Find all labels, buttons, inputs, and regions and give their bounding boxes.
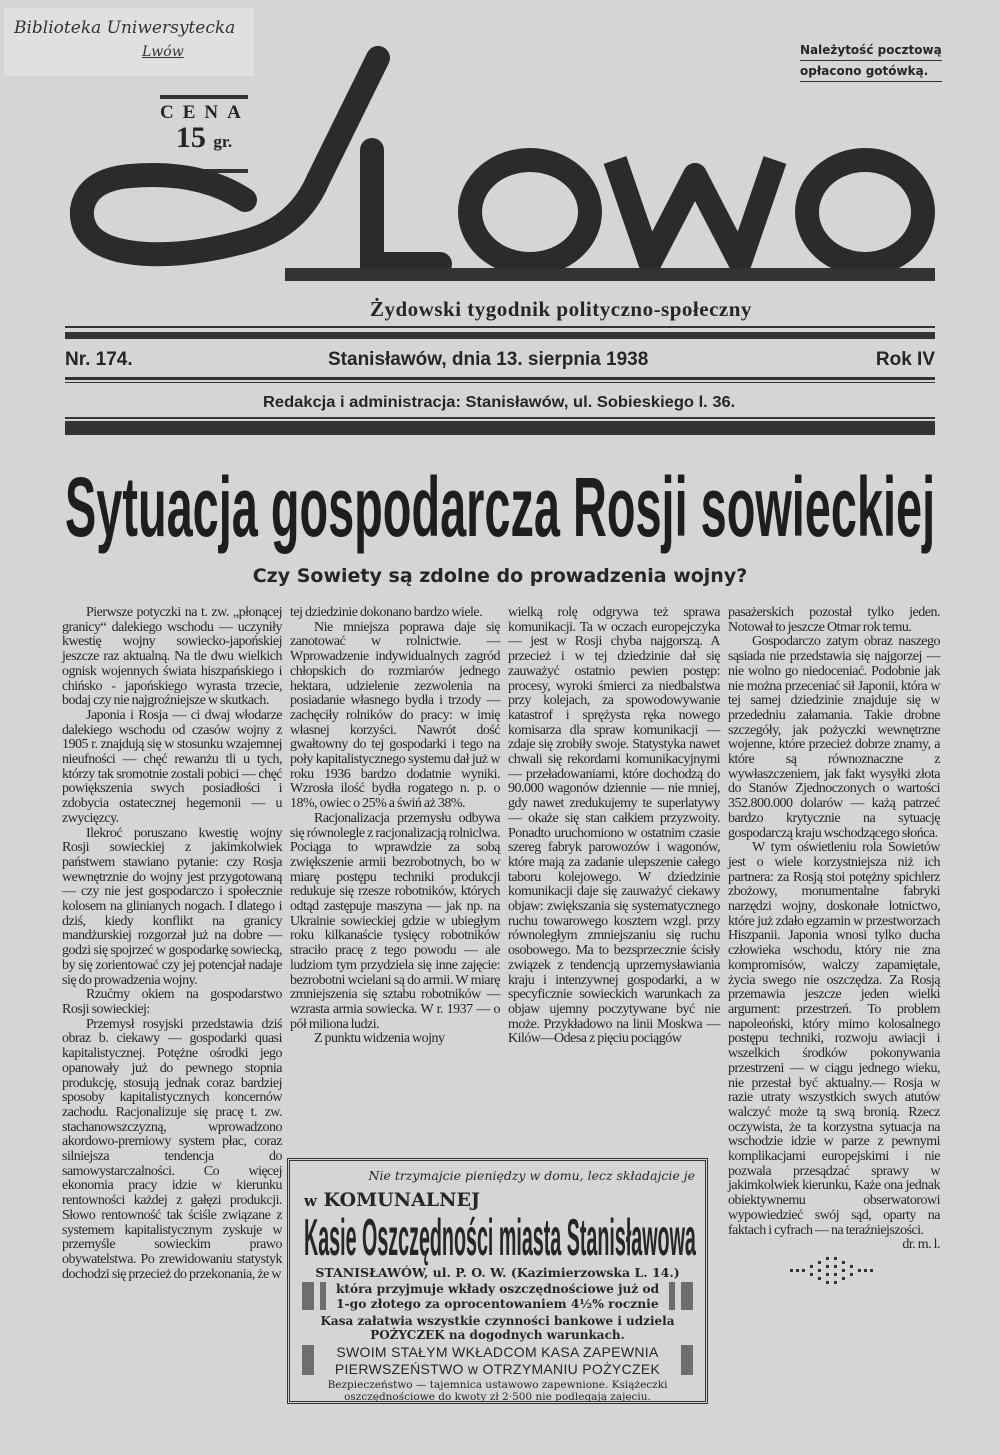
logo-swash: [82, 58, 378, 254]
stamp-line-1: Biblioteka Uniwersytecka: [14, 18, 236, 38]
paragraph: tej dziedzinie dokonano bardzo wiele.: [290, 605, 483, 620]
masthead-bar: [285, 268, 935, 281]
ad-prefix: w: [304, 1192, 317, 1210]
ad-block: [669, 1282, 675, 1310]
stamp-line-2: Lwów: [142, 44, 184, 60]
article-column-2: [290, 606, 500, 1047]
divider: [65, 377, 935, 380]
ad-block: [302, 1282, 314, 1310]
ad-bank-name: Kasie Oszczędności miasta Stanisławowa: [304, 1209, 696, 1267]
article-column-1: [62, 606, 282, 1282]
article-column-3: [508, 606, 720, 1047]
price-unit: gr.: [213, 132, 233, 151]
article-column-4: [728, 606, 940, 1253]
ornament-icon: [790, 1257, 880, 1285]
ad-priority-line-1: SWOIM STAŁYM WKŁADCOM KASA ZAPEWNIA: [336, 1344, 659, 1360]
ad-block: [681, 1282, 693, 1310]
issue-year: Rok IV: [875, 349, 935, 370]
issue-date: Stanisławów, dnia 13. sierpnia 1938: [328, 349, 649, 370]
article-signature: dr. m. l.: [902, 1237, 940, 1253]
ad-bank-word: KOMUNALNEJ: [323, 1189, 481, 1211]
editorial-address-box: [263, 394, 735, 414]
divider: [65, 417, 935, 419]
bank-advertisement: [287, 1158, 708, 1404]
divider: [65, 332, 935, 339]
editorial-address: Redakcja i administracja: Stanisławów, ul. Sobieskiego l. 36.: [263, 394, 736, 411]
ad-block: [302, 1345, 314, 1375]
ad-address: STANISŁAWÓW, ul. P. O. W. (Kazimierzowska L. 14.): [315, 1265, 680, 1280]
ad-block: [681, 1345, 693, 1375]
ad-deposit-line-2: 1-go złotego za oprocentowaniem 4½% rocznie: [336, 1296, 659, 1311]
masthead-logo: [0, 0, 1000, 290]
ad-block: [320, 1282, 326, 1310]
paragraph: Ilekroć poruszano kwestię wojny Rosji sowieckiej z jakimkolwiek państwem stawiano pytanie: czy Rosja wewnętrznie do wojny jest przygotowaną — czy nie jest gospodarczo i społecznie kolosem na glinianych nogach. I dlatego i dziś, kiedy konflikt na granicy mandżurskiej rozgorzał już na dobre — godzi się spojrzeć w gospodarkę sowiecką, by się zorientować czy jej potencjał nadaje się do prowadzenia wojny.: [62, 825, 282, 988]
masthead-subtitle: Żydowski tygodnik polityczno-społeczny: [370, 297, 752, 321]
paragraph: Przemysł rosyjski przedstawia dziś obraz b. ciekawy — gospodarki quasi kapitalistycznej. Potężne ośrodki jego opanowały już do pewnego stopnia produkcję, stosują jednak coraz bardziej sposoby kapitalistycznych koncernów zachodu. Racjonalizuje się pracę t. zw. stachanowszczyzną, wprowadzono akordowo-premiowy system płac, coraz silniejsza tendencja do samowystarczalności. Co więcej ekonomia pracy idzie w kierunku rentowności każdej z gałęzi produkcji. Słowo rentowność tak ściśle związane z systemem kapitalistycznym zyskuje w przemyśle sowieckim prawo obywatelstwa. Po zrewidowaniu statystyk dochodzi się przecież do przekonania, że w: [62, 1016, 282, 1282]
logo-letter-o1: [470, 160, 590, 264]
paragraph: Gospodarczo zatym obraz naszego sąsiada nie przedstawia się najgorzej — nie wolno go niedoceniać. Podobnie jak nie można przeceniać sił Japonii, która w tej samej dziedzinie znajduje się w przededniu załamania. Takie drobne szczegóły, jak pożyczki wewnętrzne wojenne, które przecież dobrze znamy, a które są równoznaczne z wywłaszczeniem, jak fakt wysyłki złota do Stanów Zjednoczonych o wartości 352.800.000 dolarów — każą patrzeć bardzo krytycznie na sytuację gospodarczą kraju wschodzącego słońca.: [728, 634, 940, 841]
paragraph: pasażerskich pozostał tylko jeden. Notował to jeszcze Otmar rok temu.: [728, 605, 940, 635]
postage-line-1: Należytość pocztową: [800, 40, 942, 61]
ad-footer: Bezpieczeństwo — tajemnica ustawowo zapewnione. Książeczki oszczędnościowe do kwoty zł 2·500 nie podlegają zajęciu.: [327, 1379, 668, 1403]
paragraph: W tym oświetleniu rola Sowietów jest o wiele korzystniejsza niż ich partnera: za Rosją stoi potężny spichlerz zbożowy, monumentalne fabryki narzędzi wojny, doskonałe lotnictwo, które już zdało egzamin w przestworzach Hiszpanii. Japonia wnosi tylko ducha człowieka wschodu, który nie zna kompromisów, walczy zapamiętale, życia swego nie oszczędza. Za Rosją przemawia jeszcze jeden wielki argument: przestrzeń. To problem napoleoński, który mimo kolosalnego postępu techniki, rozwoju awiacji i wszelkich środków pokonywania przestrzeni — w ciągu jednego wieku, nie przestał być aktualny.— Rosja w razie utraty wszystkich swych atutów walczyć może tą swą bronią. Rzecz oczywista, że ta korzystna sytuacja na wschodzie idzie w parze z pewnymi komplikacjami europejskimi i nie pozwala przesądzać sprawy w jakimkolwiek kierunku, Każe ona jednak obiektywnemu obserwatorowi wypowiedzieć swój sąd, oparty na faktach i cyfrach — na teraźniejszości.: [728, 840, 940, 1238]
paragraph: Pierwsze potyczki na t. zw. „płonącej granicy“ dalekiego wschodu — uczyniły kwestię wojny sowiecko-japońskiej jeszcze raz aktualną. Na tle dwu wielkich ognisk wojennych świata hiszpańskiego i chińsko - japońskiego wyrasta trzecie, bodaj czy nie najgroźniejsze w skutkach.: [62, 605, 282, 709]
postage-line-2: opłacono gotówką.: [800, 61, 942, 82]
divider: [65, 326, 935, 328]
divider: [65, 421, 935, 435]
issue-number: Nr. 174.: [65, 349, 133, 370]
ad-deposit-line-1: która przyjmuje wkłady oszczędnościowe już od: [336, 1281, 660, 1296]
ad-priority-line-2: PIERWSZEŃSTWO w OTRZYMANIU POŻYCZEK: [334, 1361, 661, 1377]
ad-tagline: Nie trzymajcie pieniędzy w domu, lecz składajcie je: [368, 1168, 695, 1183]
price-amount: 15: [175, 121, 206, 154]
paragraph: Rzućmy okiem na gospodarstwo Rosji sowieckiej:: [62, 987, 282, 1017]
logo-letter-l: [372, 150, 440, 264]
headline-box: [65, 462, 935, 552]
logo-letter-w: [615, 160, 775, 262]
article-headline: Sytuacja gospodarcza Rosji sowieckiej: [65, 460, 936, 554]
paragraph: wielką rolę odgrywa też sprawa komunikacji. Ta w oczach europejczyka — jest w Rosji chyba najgorszą. A przecież i w tej dziedzinie dał się zauważyć ostatnio pewien postęp: procesy, wyroki śmierci za niedbalstwa przy kolejach, za spowodowywanie katastrof i sprężysta ręka nowego komisarza dla spraw komunikacji — zdaje się zrobiły swoje. Statystyka nawet chwali się rekordami komunikacyjnymi — przeładowaniami, które dochodzą do 90.000 wagonów dziennie — nie mniej, gdy nawet zredukujemy te superlatywy — okaże się stan całkiem przyzwoity. Ponadto uruchomiono w ostatnim czasie szereg fabryk parowozów i wagonów, które mają za zadanie ulepszenie całego taboru kolejowego. W dziedzinie komunikacji daje się zauważyć ciekawy objaw: zwiększania się systematycznego ruchu towarowego kosztem wzgl. przy równoległym zmniejszaniu się ruchu osobowego. Ma to bezsprzecznie ścisły związek z tendencją uprzemysławiania kraju i intenzywnej gospodarki, a w specyficznie sowieckich warunkach za objaw ujemny poczytywane być nie może. Przykładowo na linii Moskwa — Kilów—Odesa z pięciu pociągów: [508, 605, 720, 1047]
ad-services: Kasa załatwia wszystkie czynności bankowe i udziela POŻYCZEK na dogodnych warunkach.: [320, 1314, 675, 1342]
paragraph: Japonia i Rosja — ci dwaj włodarze dalekiego wschodu od czasów wojny z 1905 r. znajdują się w stosunku wzajemnej nieufności — chęć rewanżu tli u tych, którzy tak sromotnie zostali pobici — chęć powiększenia swych posiadłości i zdobycia ostatecznej hegemonii — u zwycięzcy.: [62, 707, 282, 826]
price-label: CENA: [160, 102, 250, 123]
paragraph: Nie mniejsza poprawa daje się zanotować w rolnictwie. — Wprowadzenie indywidualnych zagród chłopskich do rozmiarów jednego hektara, udzielenie zezwolenia na posiadanie własnego bydła i trzody — zachęciły rolników do pracy: w imię własnej korzyści. Nawrót dość gwałtowny do tej gospodarki i tego na poły kapitalistycznego systemu dał już w roku 1936 bardzo dodatnie wyniki. Wzrosła ilość bydła rogatego n. p. o 18%, owiec o 25% a świń aż 38%.: [290, 619, 500, 812]
logo-letter-o2: [807, 160, 923, 264]
divider: [65, 382, 935, 383]
article-subheadline: Czy Sowiety są zdolne do prowadzenia wojny?: [252, 565, 748, 587]
paragraph: Racjonalizacja przemysłu odbywa się równolegle z racjonalizacją rolniclwa. Pociąga to wprawdzie za sobą zwiększenie armii bezrobotnych, bo w miarę postępu techniki produkcji redukuje się rzesze robotników, których odtąd zastępuje maszyna — jak np. na Ukrainie sowieckiej gdzie w ubiegłym roku kilkanaście tysięcy robotników straciło pracę z tego powodu — ale ludziom tym przydziela się inne zajęcie: bezrobotni wcielani są do armii. W miarę zmniejszenia się sztabu robotników — wzrasta armia sowiecka. W r. 1937 — o pół miliona ludzi.: [290, 810, 500, 1032]
paragraph: Z punktu widzenia wojny: [314, 1031, 445, 1047]
